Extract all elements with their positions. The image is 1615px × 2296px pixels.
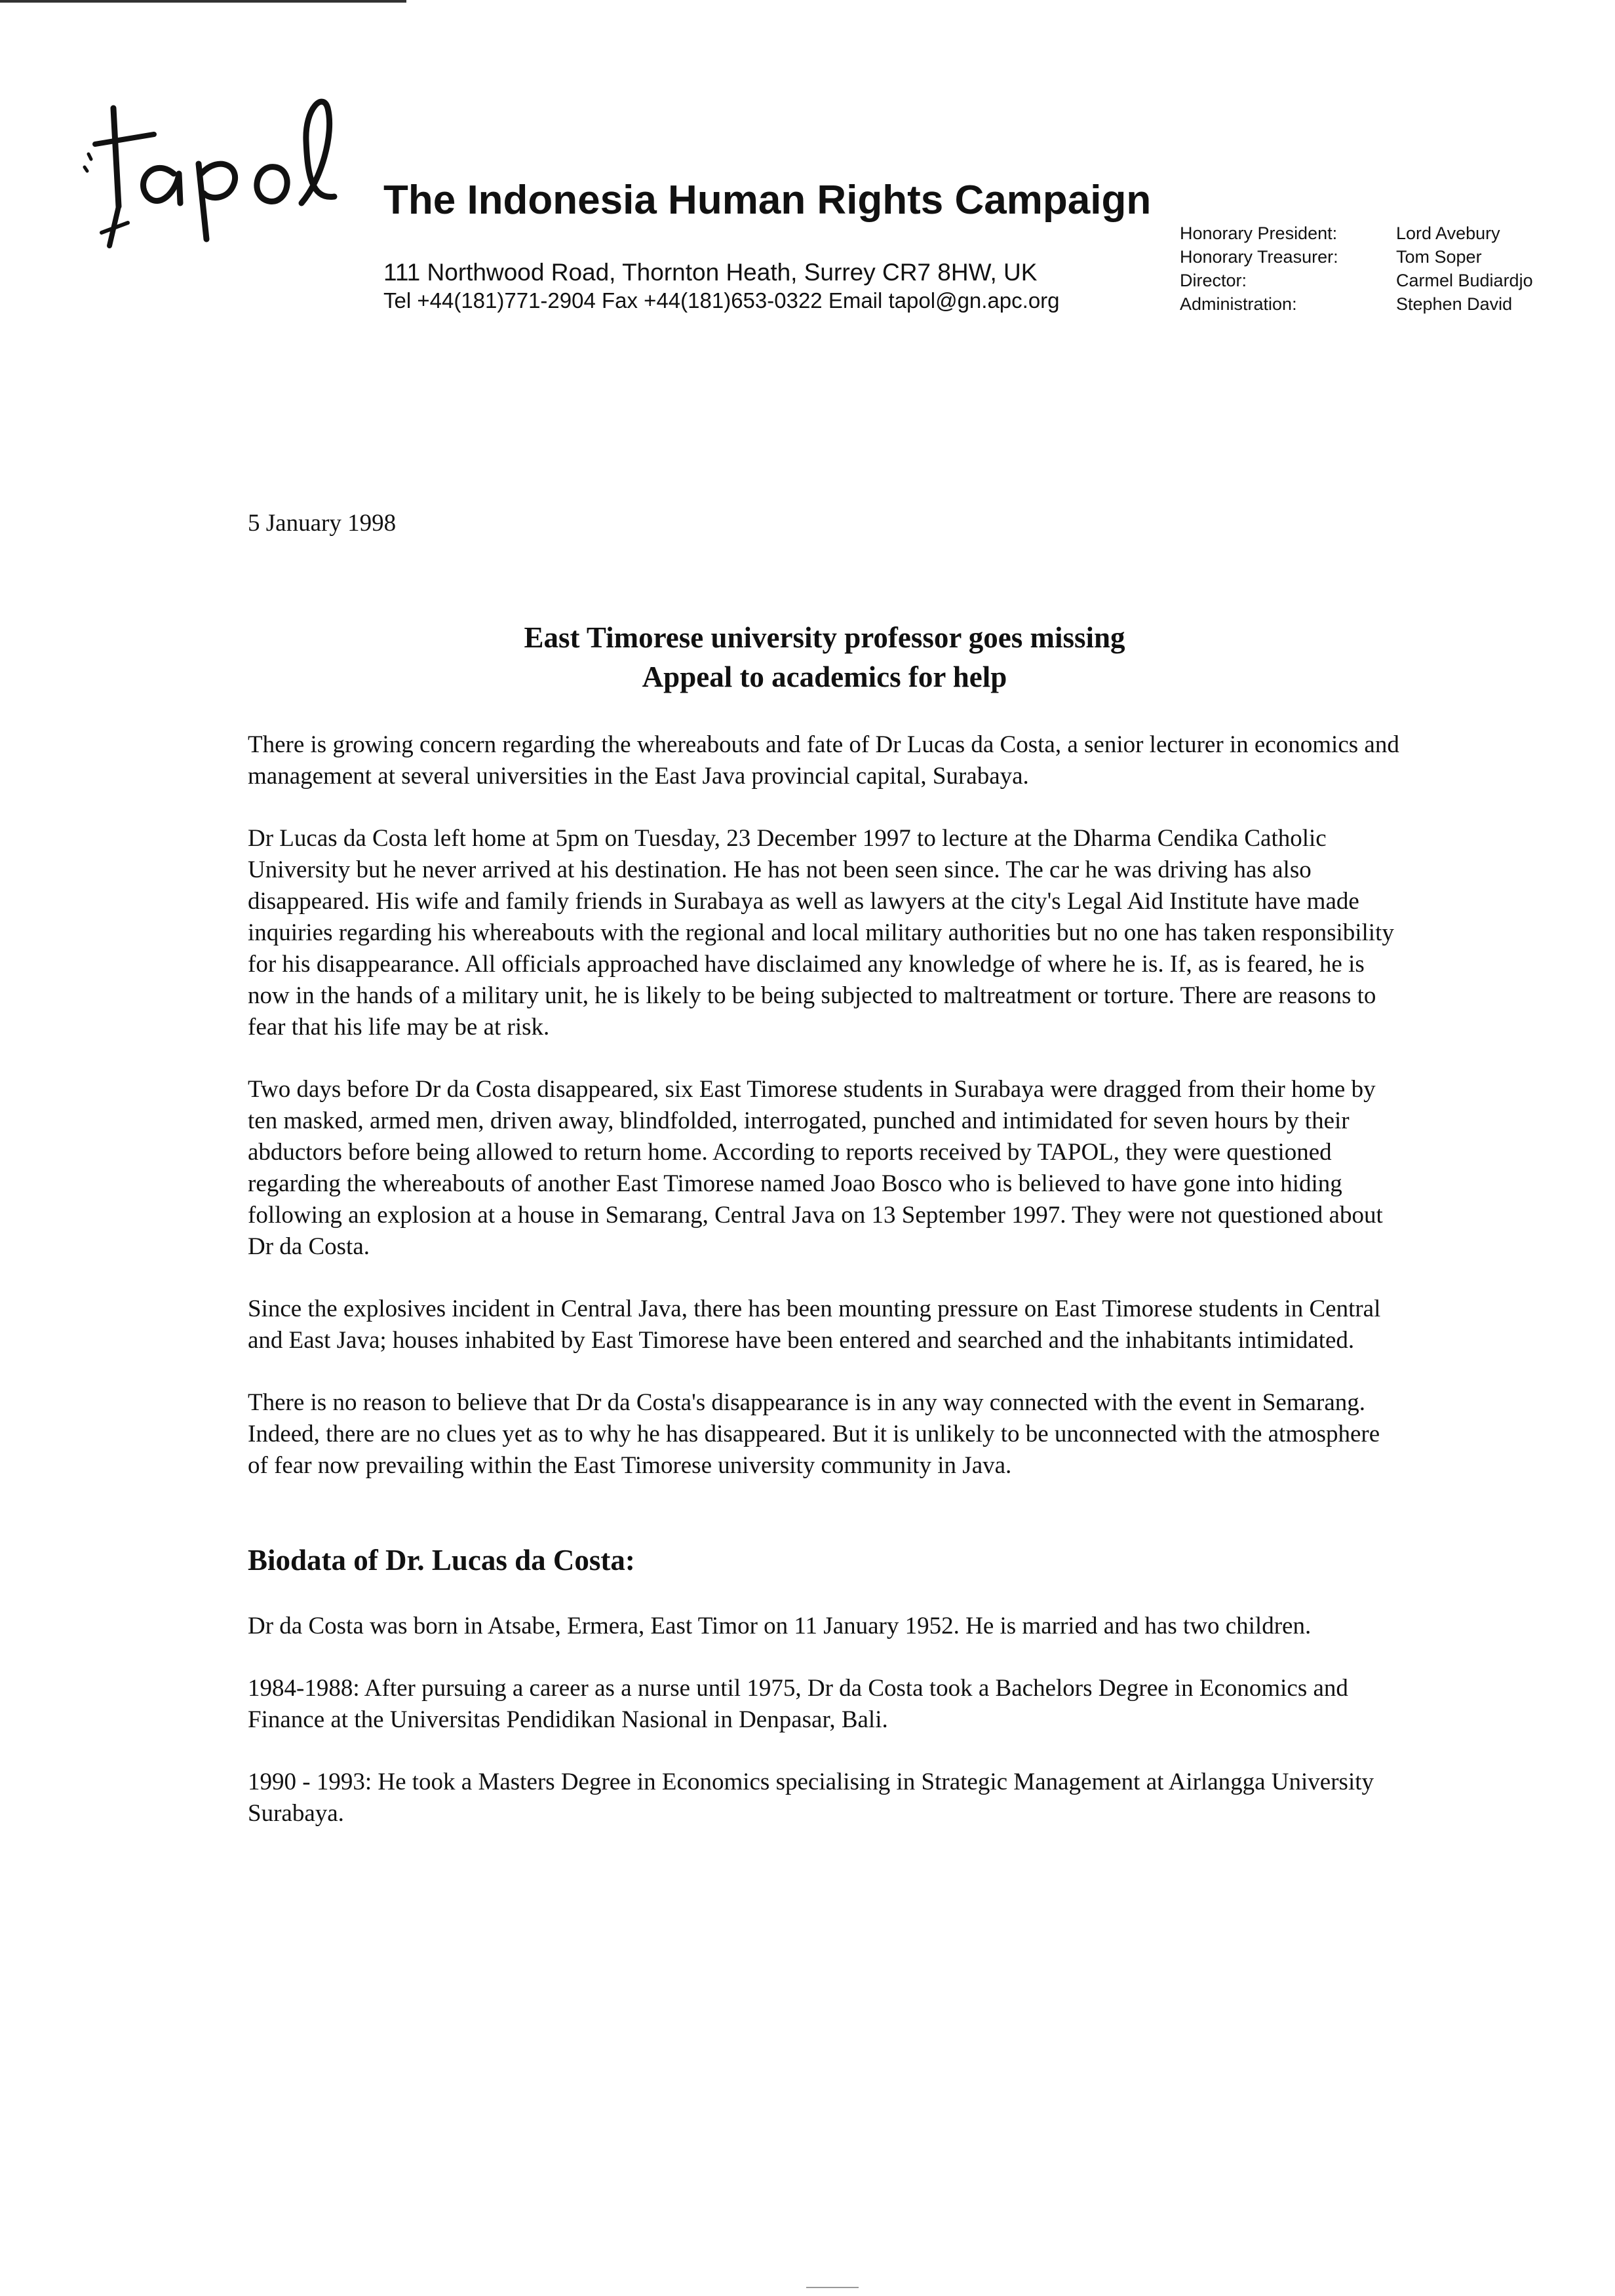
- headline-line-2: Appeal to academics for help: [642, 660, 1007, 693]
- scan-artifact-line: [0, 0, 406, 3]
- officer-row: [1180, 221, 1533, 245]
- officer-role: Director:: [1180, 271, 1247, 290]
- officer-role: Administration:: [1180, 294, 1297, 314]
- biodata-paragraph: Dr da Costa was born in Atsabe, Ermera, East Timor on 11 January 1952. He is married and has two children.: [248, 1613, 1312, 1639]
- officer-row: [1180, 292, 1533, 316]
- officer-name: Lord Avebury: [1396, 223, 1500, 243]
- officer-name: Carmel Budiardjo: [1396, 271, 1533, 290]
- officer-role: Honorary President:: [1180, 223, 1338, 243]
- organization-contact: Tel +44(181)771-2904 Fax +44(181)653-0322 Email tapol@gn.apc.org: [383, 288, 1060, 313]
- officer-row: [1180, 245, 1533, 269]
- organization-address: 111 Northwood Road, Thornton Heath, Surrey CR7 8HW, UK: [383, 259, 1038, 286]
- tapol-logo-icon: [75, 82, 383, 256]
- body-paragraph: There is no reason to believe that Dr da Costa's disappearance is in any way connected with the event in Semarang. Indeed, there are no clues yet as to why he has disappeared. But it is unlikely to be unconnected with the atmosphere of fear now prevailing within the East Timorese university community in Java.: [248, 1389, 1380, 1479]
- letter-headline: [248, 618, 1401, 697]
- officers-list: [1180, 221, 1533, 316]
- organization-name: The Indonesia Human Rights Campaign: [383, 178, 1152, 223]
- headline-line-1: East Timorese university professor goes missing: [524, 621, 1125, 654]
- officer-name: Tom Soper: [1396, 247, 1482, 267]
- officer-row: [1180, 269, 1533, 292]
- letter-body: [248, 508, 1401, 1860]
- body-paragraph: There is growing concern regarding the whereabouts and fate of Dr Lucas da Costa, a senior lecturer in economics and management at several universities in the East Java provincial capital, Surabaya.: [248, 731, 1399, 790]
- biodata-paragraph: 1990 - 1993: He took a Masters Degree in Economics specialising in Strategic Management at Airlangga University Surabaya.: [248, 1769, 1374, 1827]
- body-paragraph: Dr Lucas da Costa left home at 5pm on Tuesday, 23 December 1997 to lecture at the Dharma Cendika Catholic University but he never arrived at his destination. He has not been seen since. The car he was driving has also disappeared. His wife and family friends in Surabaya as well as lawyers at the city's Legal Aid Institute have made inquiries regarding his whereabouts with the regional and local military authorities but no one has taken responsibility for his disappearance. All officials approached have disclaimed any knowledge of where he is. If, as is feared, he is now in the hands of a military unit, he is likely to be being subjected to maltreatment or torture. There are reasons to fear that his life may be at risk.: [248, 825, 1394, 1041]
- biodata-heading: Biodata of Dr. Lucas da Costa:: [248, 1544, 635, 1577]
- body-paragraph: Since the explosives incident in Central Java, there has been mounting pressure on East Timorese students in Central and East Java; houses inhabited by East Timorese have been entered and searched and the inhabitants intimidated.: [248, 1295, 1381, 1354]
- letter-date: 5 January 1998: [248, 510, 397, 537]
- officer-name: Stephen David: [1396, 294, 1513, 314]
- biodata-paragraph: 1984-1988: After pursuing a career as a nurse until 1975, Dr da Costa took a Bachelors Degree in Economics and Finance at the Universitas Pendidikan Nasional in Denpasar, Bali.: [248, 1675, 1348, 1733]
- officer-role: Honorary Treasurer:: [1180, 247, 1338, 267]
- body-paragraph: Two days before Dr da Costa disappeared, six East Timorese students in Surabaya were dragged from their home by ten masked, armed men, driven away, blindfolded, interrogated, punched and intimidated for seven hours by their abductors before being allowed to return home. According to reports received by TAPOL, they were questioned regarding the whereabouts of another East Timorese named Joao Bosco who is believed to have gone into hiding following an explosion at a house in Semarang, Central Java on 13 September 1997. They were not questioned about Dr da Costa.: [248, 1076, 1383, 1260]
- scan-artifact-footer: [806, 2287, 859, 2288]
